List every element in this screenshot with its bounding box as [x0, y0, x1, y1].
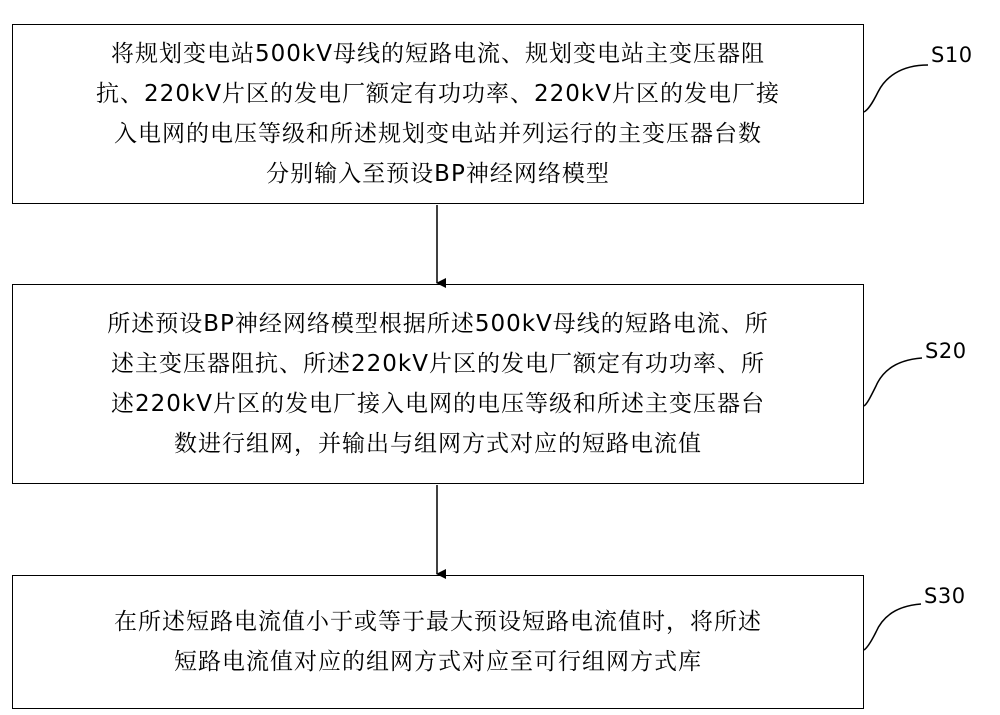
- step-box-s20: [12, 284, 864, 484]
- step-text-s10: 将规划变电站500kV母线的短路电流、规划变电站主变压器阻 抗、220kV片区的发电厂额定有功功率、220kV片区的发电厂接 入电网的电压等级和所述规划变电站并列运行的主变压器台数 分别输入至预设BP神经网络模型: [96, 41, 780, 187]
- step-label-s30: S30: [924, 584, 966, 608]
- step-box-s10: [12, 24, 864, 204]
- step-box-s30: [12, 575, 864, 709]
- step-label-s20: S20: [925, 339, 967, 363]
- step-text-s20: 所述预设BP神经网络模型根据所述500kV母线的短路电流、所 述主变压器阻抗、所述220kV片区的发电厂额定有功功率、所 述220kV片区的发电厂接入电网的电压等级和所述主变压器台 数进行组网，并输出与组网方式对应的短路电流值: [107, 311, 769, 457]
- step-label-s10: S10: [931, 43, 973, 67]
- step-text-s30: 在所述短路电流值小于或等于最大预设短路电流值时，将所述 短路电流值对应的组网方式对应至可行组网方式库: [114, 609, 762, 675]
- leader-curve-s10: [864, 65, 928, 112]
- leader-curve-s30: [864, 604, 921, 650]
- leader-curve-s20: [864, 358, 922, 406]
